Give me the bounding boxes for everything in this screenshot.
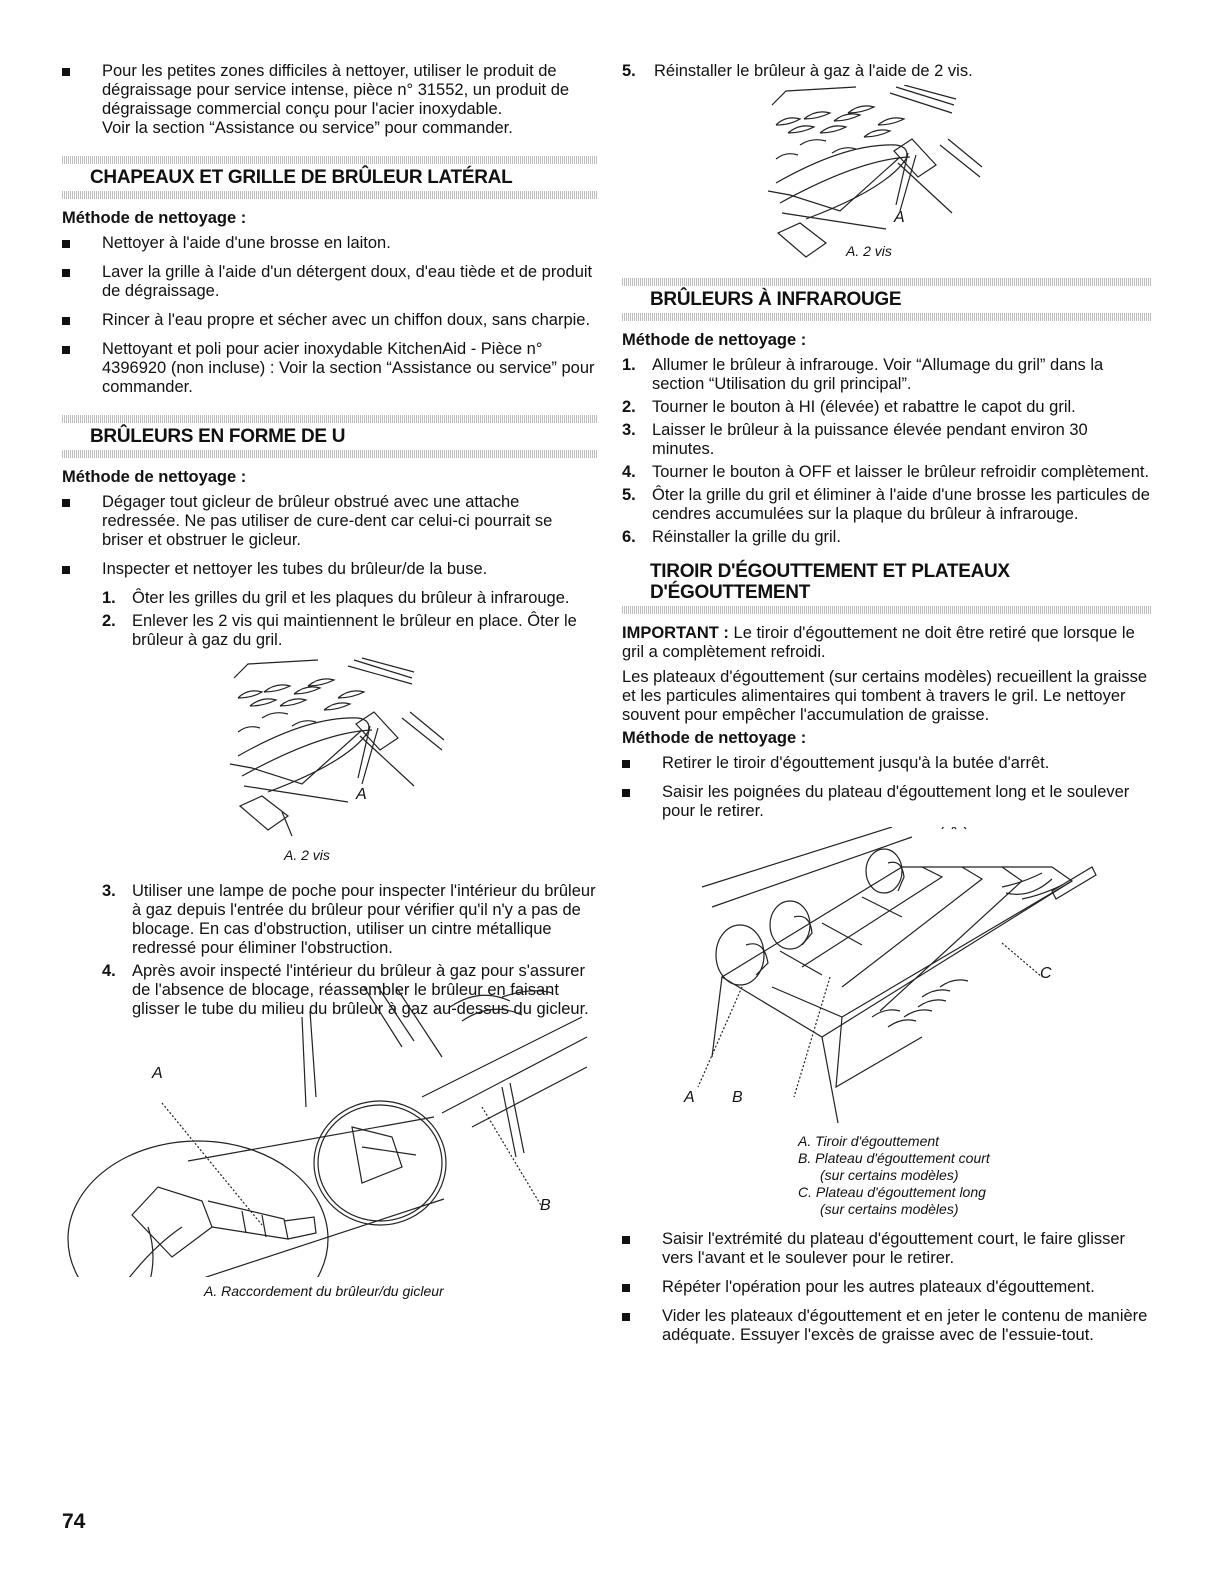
list-item: Nettoyer à l'aide d'une brosse en laiton. [62,234,597,253]
figure-label-b: B [732,1089,743,1106]
step-item [62,612,597,650]
important-label: IMPORTANT : [622,624,729,642]
intro-bullet-list [62,62,597,138]
step-text: Ôter les grilles du gril et les plaques du brûleur à infrarouge. [132,589,570,607]
step-number: 2. [622,398,636,416]
list-item: Retirer le tiroir d'égouttement jusqu'à la butée d'arrêt. [622,754,1152,773]
step-text: Après avoir inspecté l'intérieur du brûleur à gaz pour s'assurer de l'absence de blocage, réassembler le brûleur en faisant glisser le tube du milieu du brûleur à gaz au-dessus du gicleur. [132,962,589,1018]
step-item [622,62,1152,81]
caption-c-sub: (sur certains modèles) [820,1201,959,1217]
step-number: 2. [102,612,116,630]
step-number: 5. [622,486,636,504]
drip-tray-bullets-b [622,1230,1152,1345]
list-item: Rincer à l'eau propre et sécher avec un chiffon doux, sans charpie. [62,311,597,330]
section-title [622,561,1152,606]
section-header-u-burners [62,415,597,458]
header-band-bottom [622,313,1152,321]
step-number: 3. [102,882,116,900]
step-text: Ôter la grille du gril et éliminer à l'aide d'une brosse les particules de cendres accumulées sur la plaque du brûleur à infrarouge. [652,486,1150,523]
burner-screws-illustration [62,656,597,841]
section-header-lateral-burner [62,156,597,199]
step-item [622,463,1152,482]
figure-caption: A. Raccordement du brûleur/du gicleur [204,1283,444,1299]
step-number: 1. [622,356,636,374]
step-number: 4. [622,463,636,481]
figure-label-a: A [684,1089,695,1106]
method-heading: Méthode de nettoyage : [62,209,247,227]
figure-drip-trays [622,827,1152,1127]
list-item: Répéter l'opération pour les autres plateaux d'égouttement. [622,1278,1152,1297]
step-item [622,528,1152,547]
caption-b: B. Plateau d'égouttement court [798,1150,990,1166]
step-number: 5. [622,62,636,80]
bullet-text: Pour les petites zones difficiles à nettoyer, utiliser le produit de dégraissage pour service intense, pièce n° 31552, un produit de dégraissage commercial conçu pour l'acier inoxydable. [102,62,570,118]
reinstall-screws-illustration [622,85,1152,265]
figure-venturi-connection [62,987,597,1277]
list-item: Nettoyant et poli pour acier inoxydable KitchenAid - Pièce n° 4396920 (non incluse) : Voir la section “Assistance ou service” pour commander. [62,340,597,397]
step-text: Utiliser une lampe de poche pour inspecter l'intérieur du brûleur à gaz depuis l'entrée du brûleur pour vérifier qu'il n'y a pas de blocage. En cas d'obstruction, utiliser un cintre métallique redressé pour éliminer l'obstruction. [132,882,596,957]
figure-reinstall-screws [622,85,1152,265]
method-heading: Méthode de nettoyage : [622,729,807,747]
step-number: 1. [102,589,116,607]
section-title-line-1: TIROIR D'ÉGOUTTEMENT ET PLATEAUX [650,561,1010,582]
step-item [62,882,597,958]
figure-label-a: A [356,786,367,803]
step-number: 6. [622,528,636,546]
step-item [622,421,1152,459]
step-number: 4. [102,962,116,980]
venturi-connection-illustration [62,987,597,1277]
section-title: CHAPEAUX ET GRILLE DE BRÛLEUR LATÉRAL [90,167,513,188]
figure-label-b: B [540,1197,551,1214]
bullet-text-continued: Voir la section “Assistance ou service” pour commander. [102,119,513,137]
section-title: BRÛLEURS EN FORME DE U [90,426,346,447]
step-text: Laisser le brûleur à la puissance élevée pendant environ 30 minutes. [652,421,1088,458]
section-title: BRÛLEURS À INFRAROUGE [650,289,902,310]
section-title-line-2: D'ÉGOUTTEMENT [650,582,811,603]
step-number: 3. [622,421,636,439]
right-column [622,62,1152,1355]
step-text: Réinstaller le brûleur à gaz à l'aide de 2 vis. [654,62,973,80]
page-number: 74 [62,1510,86,1533]
list-item: Dégager tout gicleur de brûleur obstrué avec une attache redressée. Ne pas utiliser de cure-dent car celui-ci pourrait se briser et obstruer le gicleur. [62,493,597,550]
method-heading: Méthode de nettoyage : [62,468,247,486]
u-burner-steps-a [62,589,597,650]
list-item: Inspecter et nettoyer les tubes du brûleur/de la buse. [62,560,597,579]
reinstall-step [622,62,1152,81]
step-text: Tourner le bouton à OFF et laisser le brûleur refroidir complètement. [652,463,1150,481]
list-item [62,62,597,138]
step-item [622,398,1152,417]
step-item [62,589,597,608]
section-header-drip-tray [622,561,1152,614]
step-item [622,486,1152,524]
figure-captions [622,1133,1152,1218]
figure-label-c: C [1040,965,1052,982]
header-band-top [622,278,1152,286]
left-column [62,62,597,1300]
header-band-top [62,156,597,164]
list-item: Saisir les poignées du plateau d'égouttement long et le soulever pour le retirer. [622,783,1152,821]
lateral-burner-bullets [62,234,597,397]
step-text: Tourner le bouton à HI (élevée) et rabattre le capot du gril. [652,398,1076,416]
figure-caption: A. 2 vis [284,847,330,863]
header-band-top [62,415,597,423]
caption-c: C. Plateau d'égouttement long [798,1184,986,1200]
infrared-steps [622,356,1152,547]
figure-burner-screws [62,656,597,841]
header-band-bottom [62,450,597,458]
important-note [622,624,1152,662]
figure-label-a: A [894,209,905,226]
step-text: Réinstaller la grille du gril. [652,528,841,546]
drip-trays-illustration [622,827,1152,1127]
section-header-infrared [622,278,1152,321]
figure-caption: A. 2 vis [846,243,892,259]
u-burner-bullets [62,493,597,579]
caption-a: A. Tiroir d'égouttement [798,1133,940,1149]
list-item: Vider les plateaux d'égouttement et en jeter le contenu de manière adéquate. Essuyer l'excès de graisse avec de l'essuie-tout. [622,1307,1152,1345]
figure-label-a: A [152,1065,163,1082]
header-band-bottom [62,191,597,199]
header-band-bottom [622,606,1152,614]
list-item: Saisir l'extrémité du plateau d'égouttement court, le faire glisser vers l'avant et le soulever pour le retirer. [622,1230,1152,1268]
step-text: Allumer le brûleur à infrarouge. Voir “Allumage du gril” dans la section “Utilisation du gril principal”. [652,356,1104,393]
drip-tray-bullets-a [622,754,1152,821]
important-text: Le tiroir d'égouttement ne doit être retiré que lorsque le gril a complètement refroidi. [622,624,1135,661]
method-heading: Méthode de nettoyage : [622,331,807,349]
step-text: Enlever les 2 vis qui maintiennent le brûleur en place. Ôter le brûleur à gaz du gril. [132,612,577,649]
list-item: Laver la grille à l'aide d'un détergent doux, d'eau tiède et de produit de dégraissage. [62,263,597,301]
caption-b-sub: (sur certains modèles) [820,1167,959,1183]
drip-tray-paragraph: Les plateaux d'égouttement (sur certains modèles) recueillent la graisse et les particules alimentaires qui tombent à travers le gril. Le nettoyer souvent pour empêcher l'accumulation de graisse. [622,668,1148,724]
step-item [622,356,1152,394]
